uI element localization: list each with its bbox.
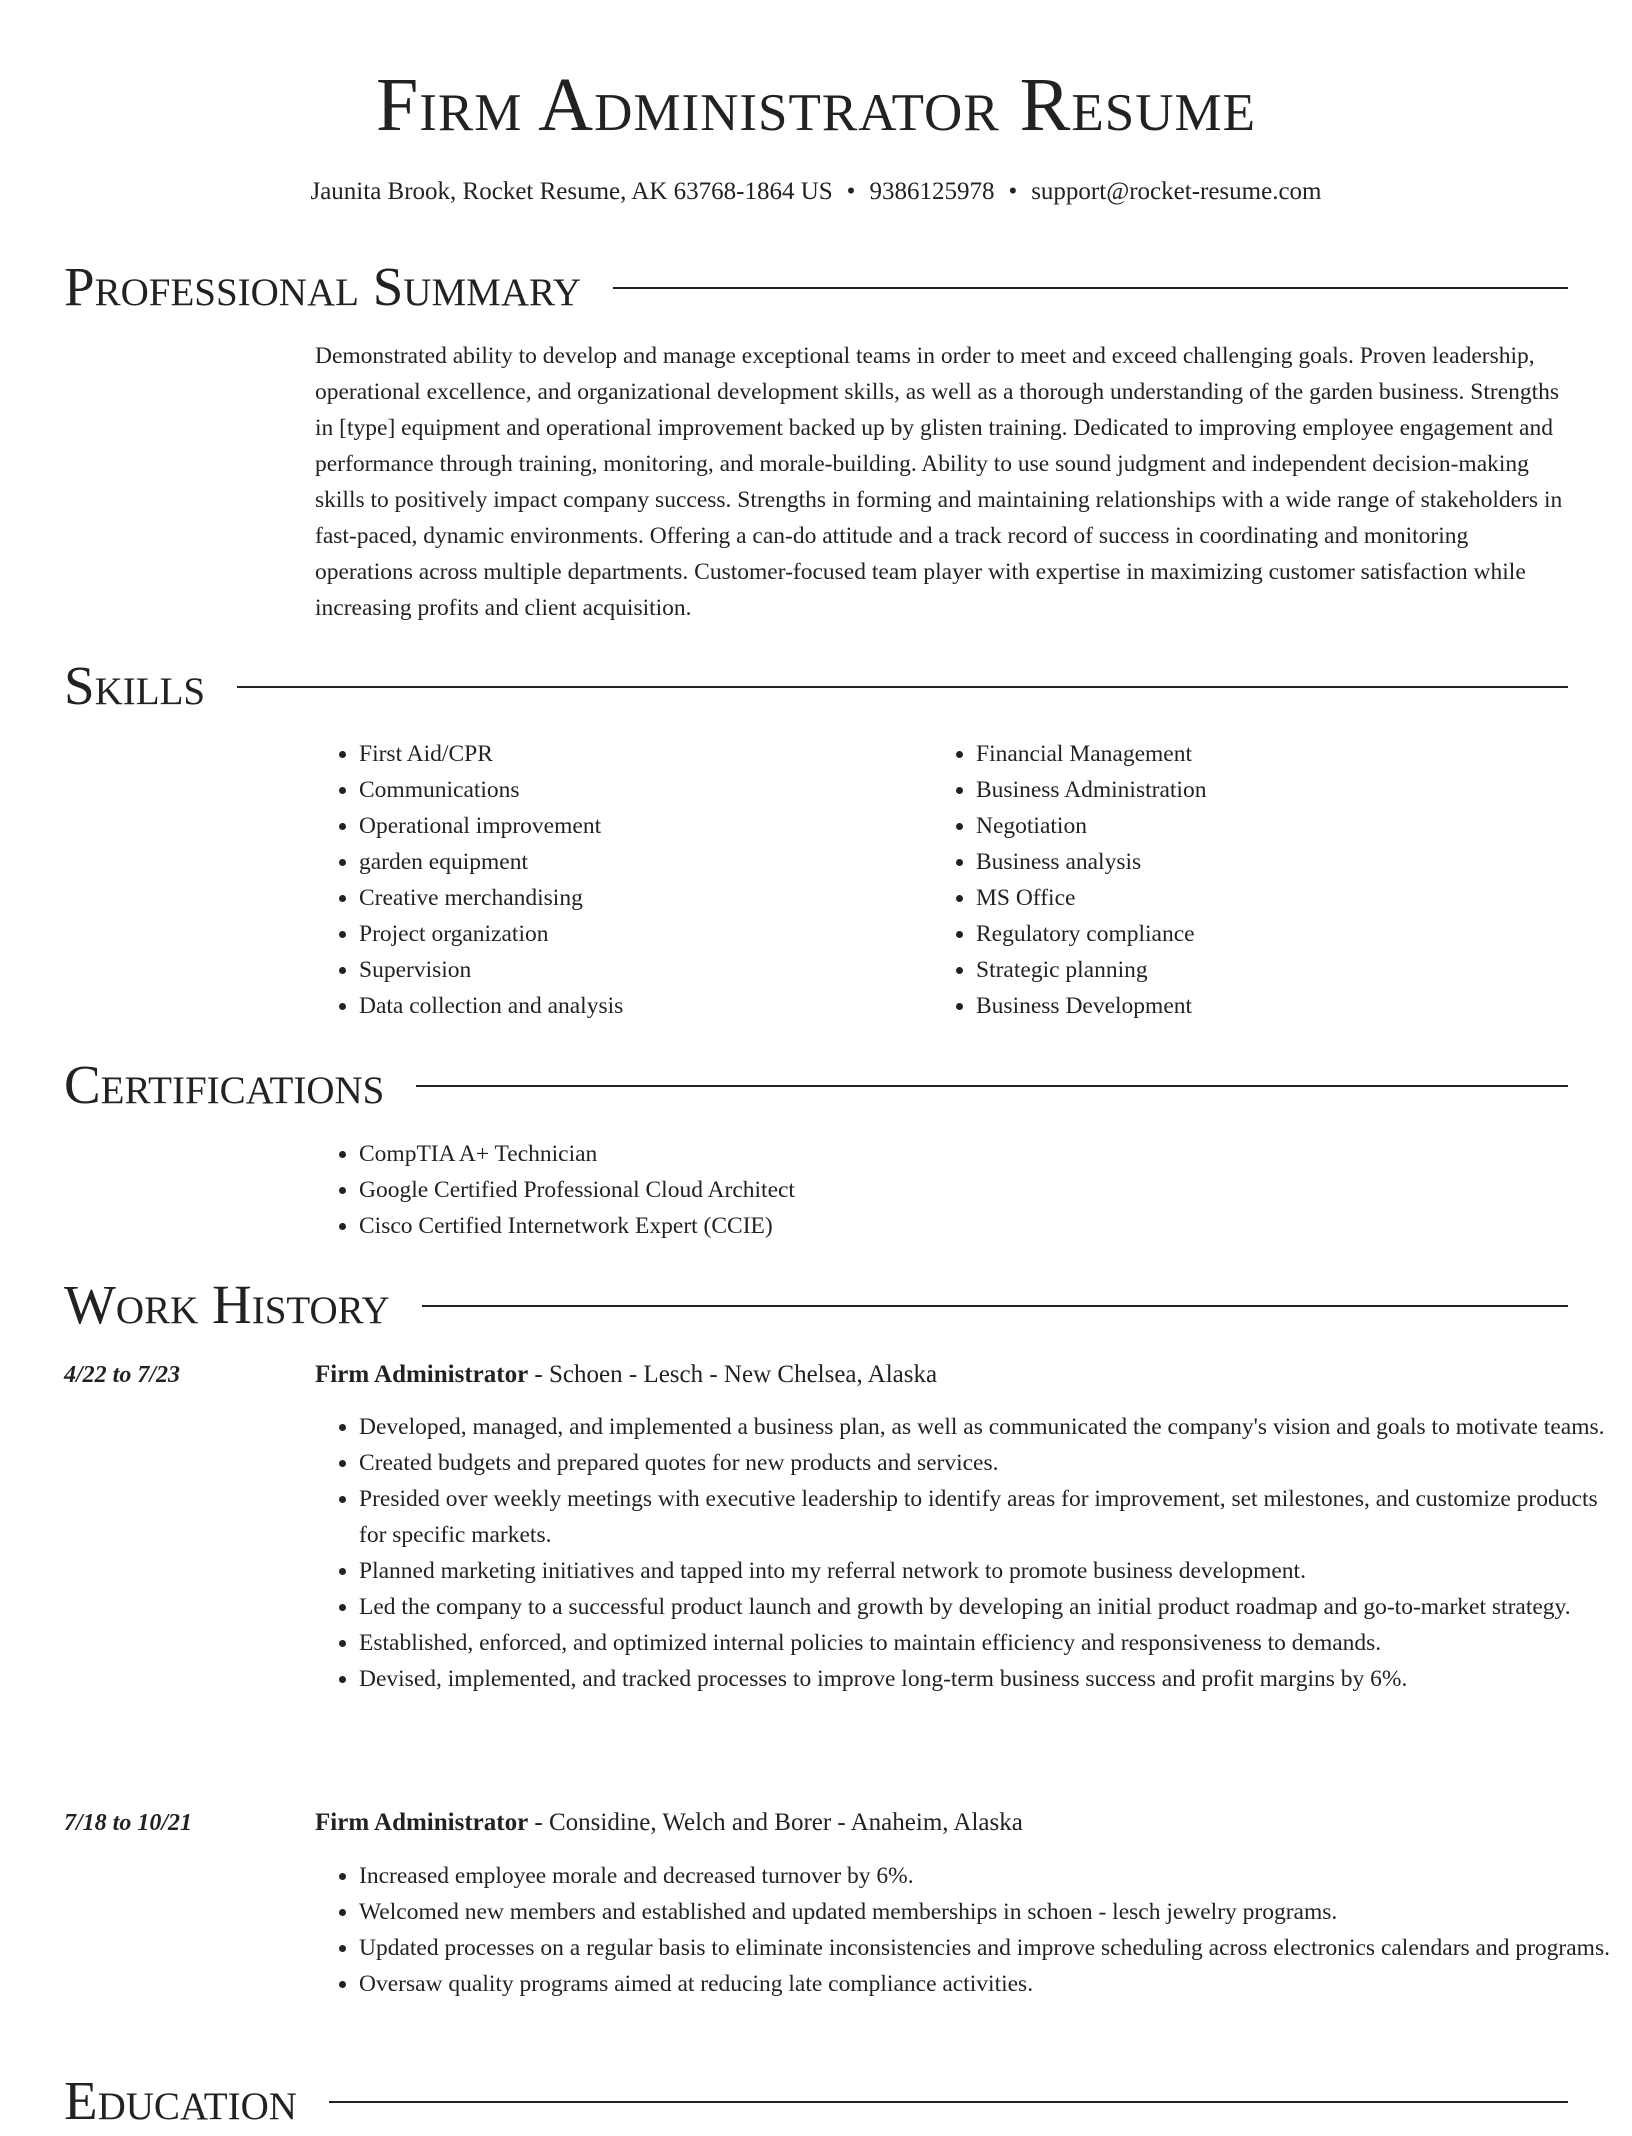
job-heading bbox=[315, 1805, 1023, 1841]
section-header-work-history bbox=[64, 1270, 1568, 1340]
skill-item: • Operational improvement bbox=[359, 808, 919, 844]
job-bullet: • Presided over weekly meetings with executive leadership to identify areas for improvement, set milestones, and customize products for specific markets. bbox=[359, 1481, 1612, 1553]
certification-item: • Google Certified Professional Cloud Architect bbox=[359, 1172, 1559, 1208]
contact-line bbox=[0, 174, 1632, 210]
section-header-summary bbox=[64, 252, 1568, 322]
certification-item: • CompTIA A+ Technician bbox=[359, 1136, 1559, 1172]
skill-item: • Supervision bbox=[359, 952, 919, 988]
job-employer: - Considine, Welch and Borer - Anaheim, Alaska bbox=[528, 1809, 1023, 1836]
skill-item: • First Aid/CPR bbox=[359, 736, 919, 772]
section-title: Education bbox=[64, 2070, 297, 2131]
skill-item: • Creative merchandising bbox=[359, 880, 919, 916]
job-title: Firm Administrator bbox=[315, 1361, 529, 1388]
section-header-education bbox=[64, 2066, 1568, 2136]
summary-text: Demonstrated ability to develop and manage exceptional teams in order to meet and exceed challenging goals. Proven leadership, operational excellence, and organizational development skills, as well as a thorough understanding of the garden business. Strengths in [type] equipment and operational improvement backed up by glisten training. Dedicated to improving employee engagement and performance through training, monitoring, and morale-building. Ability to use sound judgment and independent decision-making skills to positively impact company success. Strengths in forming and maintaining relationships with a wide range of stakeholders in fast-paced, dynamic environments. Offering a can-do attitude and a track record of success in coordinating and monitoring operations across multiple departments. Customer-focused team player with expertise in maximizing customer satisfaction while increasing profits and client acquisition. bbox=[315, 343, 1563, 621]
skill-item: • Regulatory compliance bbox=[976, 916, 1576, 952]
job-dates: 7/18 to 10/21 bbox=[64, 1810, 193, 1836]
section-header-certifications bbox=[64, 1050, 1568, 1120]
job-bullets bbox=[315, 1409, 1612, 1697]
skill-item: • Data collection and analysis bbox=[359, 988, 919, 1024]
job-bullet: • Updated processes on a regular basis to eliminate inconsistencies and improve scheduling across electronics calendars and programs. bbox=[359, 1930, 1612, 1966]
skill-item: • Financial Management bbox=[976, 736, 1576, 772]
job-bullet: • Devised, implemented, and tracked processes to improve long-term business success and profit margins by 6%. bbox=[359, 1661, 1612, 1697]
resume-title: Firm Administrator Resume bbox=[375, 63, 1257, 147]
contact-separator: • bbox=[846, 178, 856, 205]
skill-item: • Project organization bbox=[359, 916, 919, 952]
skills-list-left bbox=[315, 736, 919, 1024]
contact-phone: 9386125978 bbox=[869, 178, 995, 205]
skill-item: • Negotiation bbox=[976, 808, 1576, 844]
section-title: Certifications bbox=[64, 1054, 385, 1115]
skill-item: • Business Development bbox=[976, 988, 1576, 1024]
section-title: Work History bbox=[64, 1274, 390, 1335]
certification-item: • Cisco Certified Internetwork Expert (CCIE) bbox=[359, 1208, 1559, 1244]
job-bullet: • Established, enforced, and optimized internal policies to maintain efficiency and responsiveness to demands. bbox=[359, 1625, 1612, 1661]
section-divider bbox=[613, 287, 1568, 289]
job-bullet: • Developed, managed, and implemented a business plan, as well as communicated the company's vision and goals to motivate teams. bbox=[359, 1409, 1612, 1445]
job-bullet: • Oversaw quality programs aimed at reducing late compliance activities. bbox=[359, 1966, 1612, 2002]
section-divider bbox=[416, 1085, 1568, 1087]
contact-email: support@rocket-resume.com bbox=[1031, 178, 1322, 205]
skill-item: • Business analysis bbox=[976, 844, 1576, 880]
skill-item: • garden equipment bbox=[359, 844, 919, 880]
job-employer: - Schoen - Lesch - New Chelsea, Alaska bbox=[528, 1361, 938, 1388]
job-bullet: • Increased employee morale and decreased turnover by 6%. bbox=[359, 1858, 1612, 1894]
section-divider bbox=[329, 2101, 1568, 2103]
section-header-skills bbox=[64, 651, 1568, 721]
skill-item: • Business Administration bbox=[976, 772, 1576, 808]
section-divider bbox=[237, 686, 1568, 688]
section-divider bbox=[422, 1305, 1568, 1307]
job-bullet: • Planned marketing initiatives and tapped into my referral network to promote business development. bbox=[359, 1553, 1612, 1589]
skill-item: • Communications bbox=[359, 772, 919, 808]
certifications-list bbox=[315, 1136, 1559, 1244]
section-title: Skills bbox=[64, 655, 206, 716]
job-dates: 4/22 to 7/23 bbox=[64, 1362, 181, 1388]
job-bullet: • Led the company to a successful product launch and growth by developing an initial product roadmap and go-to-market strategy. bbox=[359, 1589, 1612, 1625]
skill-item: • MS Office bbox=[976, 880, 1576, 916]
job-bullets bbox=[315, 1858, 1612, 2002]
section-title: Professional Summary bbox=[64, 256, 582, 317]
skills-list-right bbox=[932, 736, 1576, 1024]
skill-item: • Strategic planning bbox=[976, 952, 1576, 988]
job-title: Firm Administrator bbox=[315, 1809, 529, 1836]
contact-address: Jaunita Brook, Rocket Resume, AK 63768-1864 US bbox=[310, 178, 833, 205]
contact-separator: • bbox=[1008, 178, 1018, 205]
job-bullet: • Welcomed new members and established and updated memberships in schoen - lesch jewelry programs. bbox=[359, 1894, 1612, 1930]
job-bullet: • Created budgets and prepared quotes for new products and services. bbox=[359, 1445, 1612, 1481]
job-heading bbox=[315, 1357, 937, 1393]
